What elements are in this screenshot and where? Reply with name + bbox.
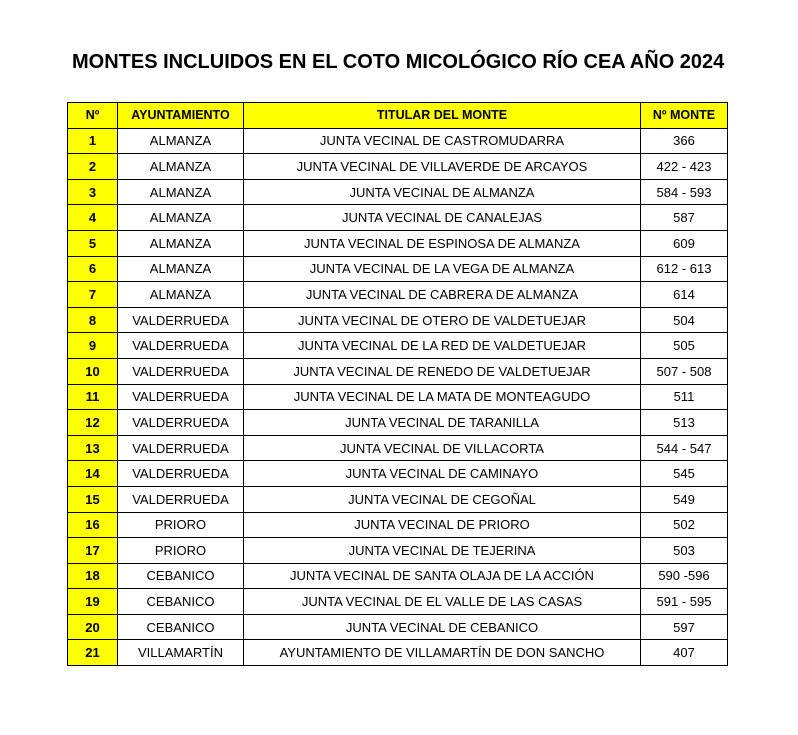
cell-ayuntamiento: ALMANZA (118, 179, 244, 205)
cell-num-monte: 545 (641, 461, 728, 487)
cell-num: 17 (68, 538, 118, 564)
table-row (68, 486, 728, 512)
cell-num-monte: 366 (641, 128, 728, 154)
cell-num: 16 (68, 512, 118, 538)
cell-ayuntamiento: ALMANZA (118, 154, 244, 180)
cell-num: 5 (68, 230, 118, 256)
table-row (68, 614, 728, 640)
table-row (68, 256, 728, 282)
table-row (68, 410, 728, 436)
cell-ayuntamiento: VALDERRUEDA (118, 384, 244, 410)
cell-num-monte: 544 - 547 (641, 435, 728, 461)
cell-titular: JUNTA VECINAL DE CABRERA DE ALMANZA (244, 282, 641, 308)
cell-num: 10 (68, 358, 118, 384)
cell-ayuntamiento: VALDERRUEDA (118, 410, 244, 436)
header-num: Nº (68, 103, 118, 129)
table-row (68, 538, 728, 564)
cell-num: 11 (68, 384, 118, 410)
header-num-monte: Nº MONTE (641, 103, 728, 129)
table-body (68, 128, 728, 665)
cell-num-monte: 587 (641, 205, 728, 231)
cell-titular: JUNTA VECINAL DE CEGOÑAL (244, 486, 641, 512)
cell-num-monte: 422 - 423 (641, 154, 728, 180)
cell-num-monte: 597 (641, 614, 728, 640)
cell-num-monte: 505 (641, 333, 728, 359)
cell-num-monte: 614 (641, 282, 728, 308)
table-row (68, 512, 728, 538)
cell-num: 21 (68, 640, 118, 666)
table-row (68, 230, 728, 256)
cell-titular: JUNTA VECINAL DE TARANILLA (244, 410, 641, 436)
cell-titular: JUNTA VECINAL DE LA MATA DE MONTEAGUDO (244, 384, 641, 410)
cell-num: 6 (68, 256, 118, 282)
cell-num: 2 (68, 154, 118, 180)
cell-titular: JUNTA VECINAL DE LA VEGA DE ALMANZA (244, 256, 641, 282)
cell-num-monte: 507 - 508 (641, 358, 728, 384)
cell-num-monte: 513 (641, 410, 728, 436)
cell-num-monte: 511 (641, 384, 728, 410)
cell-titular: JUNTA VECINAL DE ESPINOSA DE ALMANZA (244, 230, 641, 256)
table-row (68, 563, 728, 589)
cell-ayuntamiento: VALDERRUEDA (118, 307, 244, 333)
table-row (68, 154, 728, 180)
cell-num: 18 (68, 563, 118, 589)
cell-ayuntamiento: ALMANZA (118, 256, 244, 282)
cell-ayuntamiento: ALMANZA (118, 205, 244, 231)
cell-ayuntamiento: CEBANICO (118, 589, 244, 615)
cell-num: 20 (68, 614, 118, 640)
cell-ayuntamiento: PRIORO (118, 512, 244, 538)
cell-ayuntamiento: ALMANZA (118, 128, 244, 154)
cell-ayuntamiento: VILLAMARTÍN (118, 640, 244, 666)
cell-num-monte: 591 - 595 (641, 589, 728, 615)
cell-num: 9 (68, 333, 118, 359)
cell-ayuntamiento: PRIORO (118, 538, 244, 564)
cell-titular: JUNTA VECINAL DE PRIORO (244, 512, 641, 538)
table-row (68, 307, 728, 333)
cell-ayuntamiento: CEBANICO (118, 614, 244, 640)
cell-ayuntamiento: VALDERRUEDA (118, 486, 244, 512)
cell-num-monte: 407 (641, 640, 728, 666)
cell-titular: JUNTA VECINAL DE VILLAVERDE DE ARCAYOS (244, 154, 641, 180)
cell-num: 1 (68, 128, 118, 154)
header-titular: TITULAR DEL MONTE (244, 103, 641, 129)
cell-titular: JUNTA VECINAL DE RENEDO DE VALDETUEJAR (244, 358, 641, 384)
table-row (68, 358, 728, 384)
table-row (68, 128, 728, 154)
cell-num: 15 (68, 486, 118, 512)
table-row (68, 205, 728, 231)
cell-ayuntamiento: VALDERRUEDA (118, 461, 244, 487)
table-row (68, 333, 728, 359)
cell-ayuntamiento: ALMANZA (118, 282, 244, 308)
table-row (68, 589, 728, 615)
cell-num-monte: 590 -596 (641, 563, 728, 589)
cell-num-monte: 549 (641, 486, 728, 512)
cell-titular: JUNTA VECINAL DE SANTA OLAJA DE LA ACCIÓN (244, 563, 641, 589)
table-row (68, 384, 728, 410)
cell-titular: JUNTA VECINAL DE OTERO DE VALDETUEJAR (244, 307, 641, 333)
cell-num-monte: 612 - 613 (641, 256, 728, 282)
cell-num: 12 (68, 410, 118, 436)
cell-num-monte: 502 (641, 512, 728, 538)
cell-titular: JUNTA VECINAL DE CAMINAYO (244, 461, 641, 487)
cell-ayuntamiento: VALDERRUEDA (118, 435, 244, 461)
cell-titular: AYUNTAMIENTO DE VILLAMARTÍN DE DON SANCHO (244, 640, 641, 666)
table-row (68, 461, 728, 487)
cell-titular: JUNTA VECINAL DE CASTROMUDARRA (244, 128, 641, 154)
cell-num: 14 (68, 461, 118, 487)
cell-num: 19 (68, 589, 118, 615)
table-row (68, 640, 728, 666)
cell-ayuntamiento: VALDERRUEDA (118, 333, 244, 359)
cell-num-monte: 504 (641, 307, 728, 333)
cell-titular: JUNTA VECINAL DE LA RED DE VALDETUEJAR (244, 333, 641, 359)
cell-num: 7 (68, 282, 118, 308)
cell-titular: JUNTA VECINAL DE EL VALLE DE LAS CASAS (244, 589, 641, 615)
cell-ayuntamiento: VALDERRUEDA (118, 358, 244, 384)
cell-titular: JUNTA VECINAL DE ALMANZA (244, 179, 641, 205)
table-row (68, 435, 728, 461)
table-row (68, 282, 728, 308)
montes-table (67, 102, 728, 666)
cell-titular: JUNTA VECINAL DE CEBANICO (244, 614, 641, 640)
cell-num: 3 (68, 179, 118, 205)
cell-titular: JUNTA VECINAL DE TEJERINA (244, 538, 641, 564)
cell-titular: JUNTA VECINAL DE CANALEJAS (244, 205, 641, 231)
table-row (68, 179, 728, 205)
cell-num: 8 (68, 307, 118, 333)
cell-num: 13 (68, 435, 118, 461)
cell-num-monte: 503 (641, 538, 728, 564)
cell-num: 4 (68, 205, 118, 231)
table-header-row (68, 103, 728, 129)
cell-num-monte: 584 - 593 (641, 179, 728, 205)
cell-num-monte: 609 (641, 230, 728, 256)
header-ayuntamiento: AYUNTAMIENTO (118, 103, 244, 129)
cell-ayuntamiento: CEBANICO (118, 563, 244, 589)
page-title: MONTES INCLUIDOS EN EL COTO MICOLÓGICO RÍO CEA AÑO 2024 (72, 51, 725, 73)
cell-titular: JUNTA VECINAL DE VILLACORTA (244, 435, 641, 461)
cell-ayuntamiento: ALMANZA (118, 230, 244, 256)
